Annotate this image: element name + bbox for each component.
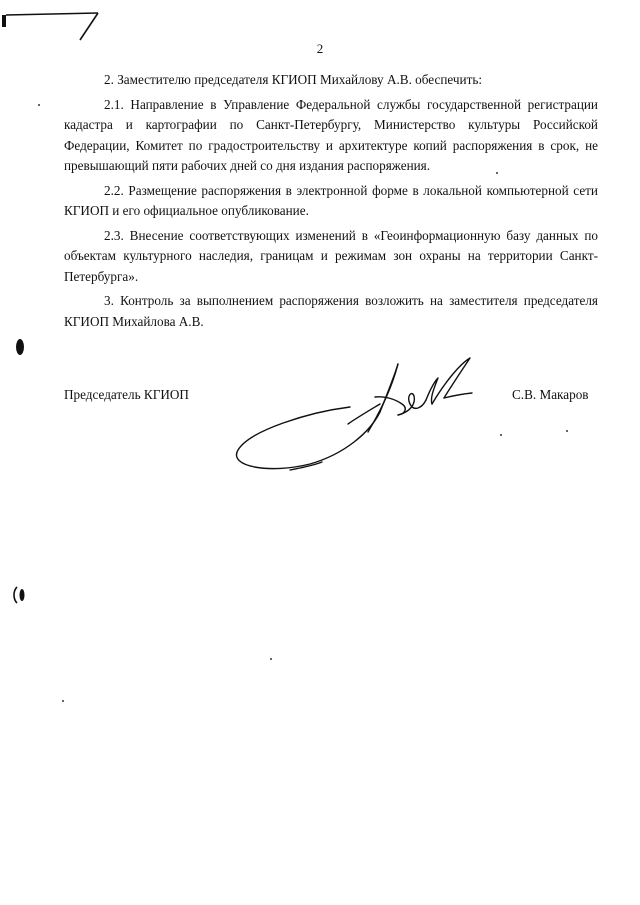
paragraph-2: 2. Заместителю председателя КГИОП Михайлову А.В. обеспечить:	[104, 72, 483, 87]
paragraph-2-2: 2.2. Размещение распоряжения в электронной форме в локальной компьютерной сети КГИОП и его официальное опубликование.	[64, 182, 598, 218]
scan-speck	[62, 700, 64, 702]
page-number: 2	[316, 41, 324, 56]
signatory-title: Председатель КГИОП	[64, 387, 189, 402]
document-body	[64, 70, 598, 336]
corner-stamp-mark	[0, 0, 110, 45]
scan-speck	[270, 658, 272, 660]
paragraph-2-1: 2.1. Направление в Управление Федеральной службы государственной регистрации кадастра и картографии по Санкт-Петербургу, Министерство культуры Российской Федерации, Комитет по градостроительству и архитектуре копий распоряжения в срок, не превышающий пяти рабочих дней со дня издания распоряжения.	[64, 96, 598, 173]
scan-speck	[500, 434, 502, 436]
punch-hole-mark	[15, 338, 25, 356]
paragraph-3: 3. Контроль за выполнением распоряжения возложить на заместителя председателя КГИОП Михайлова А.В.	[64, 293, 598, 329]
handwritten-signature	[230, 352, 490, 477]
scan-speck	[38, 104, 40, 106]
punch-hole-mark	[12, 585, 26, 605]
paragraph-2-3: 2.3. Внесение соответствующих изменений в «Геоинформационную базу данных по объектам культурного наследия, границам и режимам зон охраны на территории Санкт-Петербурга».	[64, 227, 598, 284]
scan-speck	[566, 430, 568, 432]
scan-speck	[496, 172, 498, 174]
signatory-name: С.В. Макаров	[512, 387, 589, 402]
